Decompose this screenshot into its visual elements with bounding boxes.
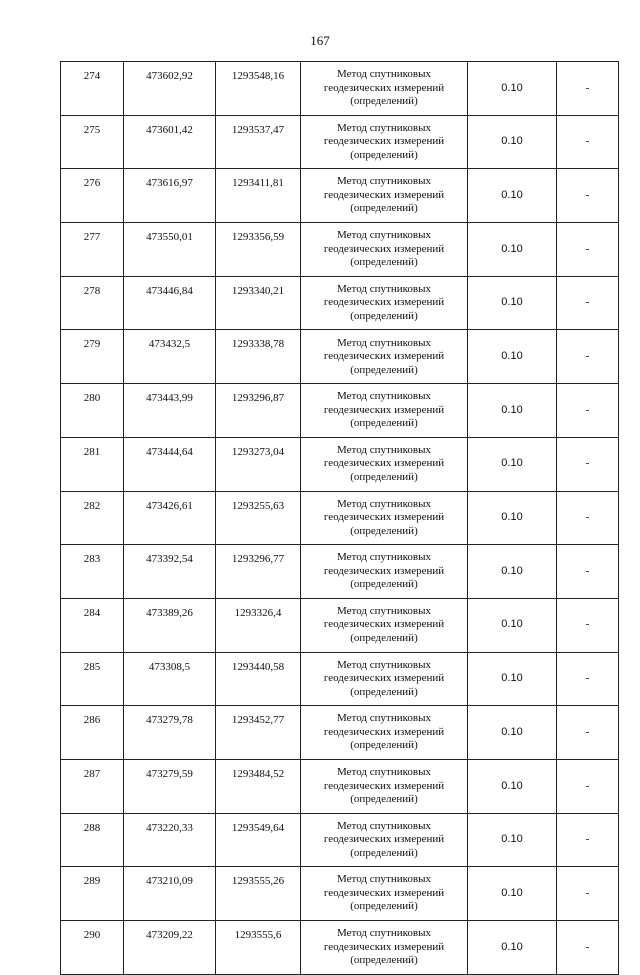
accuracy-cell: 0.10 bbox=[468, 115, 557, 169]
method-cell bbox=[301, 115, 468, 169]
method-line: геодезических измерений bbox=[323, 618, 445, 631]
method-line: Метод спутниковых bbox=[337, 390, 431, 403]
method-line: геодезических измерений bbox=[323, 188, 445, 201]
accuracy-cell: 0.10 bbox=[468, 759, 557, 813]
method-line: (определений) bbox=[350, 900, 418, 913]
method-line: геодезических измерений bbox=[323, 81, 445, 94]
accuracy-cell: 0.10 bbox=[468, 276, 557, 330]
method-line: Метод спутниковых bbox=[337, 443, 431, 456]
method-line: геодезических измерений bbox=[323, 833, 445, 846]
method-line: Метод спутниковых bbox=[337, 68, 431, 81]
method-line: (определений) bbox=[350, 309, 418, 322]
accuracy-cell: 0.10 bbox=[468, 437, 557, 491]
accuracy-cell: 0.10 bbox=[468, 545, 557, 599]
table-row bbox=[61, 706, 619, 760]
method-line: Метод спутниковых bbox=[337, 497, 431, 510]
table-row bbox=[61, 330, 619, 384]
method-line: Метод спутниковых bbox=[337, 551, 431, 564]
extra-cell: - bbox=[557, 276, 619, 330]
method-line: (определений) bbox=[350, 256, 418, 269]
extra-cell: - bbox=[557, 384, 619, 438]
extra-cell: - bbox=[557, 330, 619, 384]
method-line: геодезических измерений bbox=[323, 350, 445, 363]
extra-cell: - bbox=[557, 437, 619, 491]
method-cell bbox=[301, 652, 468, 706]
accuracy-cell: 0.10 bbox=[468, 169, 557, 223]
method-line: Метод спутниковых bbox=[337, 604, 431, 617]
point-number-cell: 286 bbox=[61, 706, 124, 760]
method-line: Метод спутниковых bbox=[337, 229, 431, 242]
table-row bbox=[61, 598, 619, 652]
accuracy-cell: 0.10 bbox=[468, 491, 557, 545]
point-number-cell: 287 bbox=[61, 759, 124, 813]
method-line: (определений) bbox=[350, 846, 418, 859]
accuracy-cell: 0.10 bbox=[468, 652, 557, 706]
method-cell bbox=[301, 921, 468, 975]
point-number-cell: 275 bbox=[61, 115, 124, 169]
method-line: (определений) bbox=[350, 954, 418, 967]
point-number-cell: 288 bbox=[61, 813, 124, 867]
accuracy-cell: 0.10 bbox=[468, 921, 557, 975]
accuracy-cell: 0.10 bbox=[468, 330, 557, 384]
method-line: геодезических измерений bbox=[323, 779, 445, 792]
method-cell bbox=[301, 491, 468, 545]
x-coordinate-cell: 473446,84 bbox=[124, 276, 216, 330]
method-line: (определений) bbox=[350, 202, 418, 215]
x-coordinate-cell: 473308,5 bbox=[124, 652, 216, 706]
extra-cell: - bbox=[557, 867, 619, 921]
method-line: геодезических измерений bbox=[323, 296, 445, 309]
table-row bbox=[61, 545, 619, 599]
method-line: Метод спутниковых bbox=[337, 927, 431, 940]
method-line: (определений) bbox=[350, 363, 418, 376]
method-line: геодезических измерений bbox=[323, 403, 445, 416]
method-line: геодезических измерений bbox=[323, 564, 445, 577]
table-row bbox=[61, 276, 619, 330]
method-cell bbox=[301, 169, 468, 223]
method-line: (определений) bbox=[350, 148, 418, 161]
point-number-cell: 285 bbox=[61, 652, 124, 706]
point-number-cell: 290 bbox=[61, 921, 124, 975]
method-line: геодезических измерений bbox=[323, 886, 445, 899]
table-row bbox=[61, 652, 619, 706]
method-cell bbox=[301, 62, 468, 116]
method-cell bbox=[301, 276, 468, 330]
method-line: Метод спутниковых bbox=[337, 873, 431, 886]
point-number-cell: 281 bbox=[61, 437, 124, 491]
point-number-cell: 289 bbox=[61, 867, 124, 921]
method-line: геодезических измерений bbox=[323, 725, 445, 738]
x-coordinate-cell: 473220,33 bbox=[124, 813, 216, 867]
y-coordinate-cell: 1293555,6 bbox=[216, 921, 301, 975]
method-cell bbox=[301, 223, 468, 277]
x-coordinate-cell: 473616,97 bbox=[124, 169, 216, 223]
method-line: Метод спутниковых bbox=[337, 336, 431, 349]
table-row bbox=[61, 813, 619, 867]
x-coordinate-cell: 473392,54 bbox=[124, 545, 216, 599]
method-cell bbox=[301, 330, 468, 384]
coordinates-table bbox=[60, 61, 619, 975]
accuracy-cell: 0.10 bbox=[468, 598, 557, 652]
y-coordinate-cell: 1293411,81 bbox=[216, 169, 301, 223]
extra-cell: - bbox=[557, 813, 619, 867]
method-line: (определений) bbox=[350, 524, 418, 537]
x-coordinate-cell: 473444,64 bbox=[124, 437, 216, 491]
extra-cell: - bbox=[557, 921, 619, 975]
method-cell bbox=[301, 759, 468, 813]
extra-cell: - bbox=[557, 652, 619, 706]
method-line: Метод спутниковых bbox=[337, 282, 431, 295]
extra-cell: - bbox=[557, 169, 619, 223]
extra-cell: - bbox=[557, 115, 619, 169]
x-coordinate-cell: 473550,01 bbox=[124, 223, 216, 277]
method-line: геодезических измерений bbox=[323, 940, 445, 953]
x-coordinate-cell: 473601,42 bbox=[124, 115, 216, 169]
point-number-cell: 277 bbox=[61, 223, 124, 277]
extra-cell: - bbox=[557, 545, 619, 599]
y-coordinate-cell: 1293296,77 bbox=[216, 545, 301, 599]
x-coordinate-cell: 473426,61 bbox=[124, 491, 216, 545]
point-number-cell: 280 bbox=[61, 384, 124, 438]
method-line: (определений) bbox=[350, 685, 418, 698]
point-number-cell: 274 bbox=[61, 62, 124, 116]
y-coordinate-cell: 1293555,26 bbox=[216, 867, 301, 921]
method-line: геодезических измерений bbox=[323, 135, 445, 148]
accuracy-cell: 0.10 bbox=[468, 62, 557, 116]
method-cell bbox=[301, 384, 468, 438]
method-line: (определений) bbox=[350, 739, 418, 752]
accuracy-cell: 0.10 bbox=[468, 223, 557, 277]
method-cell bbox=[301, 867, 468, 921]
y-coordinate-cell: 1293296,87 bbox=[216, 384, 301, 438]
x-coordinate-cell: 473279,59 bbox=[124, 759, 216, 813]
y-coordinate-cell: 1293326,4 bbox=[216, 598, 301, 652]
method-line: геодезических измерений bbox=[323, 242, 445, 255]
method-line: Метод спутниковых bbox=[337, 766, 431, 779]
method-cell bbox=[301, 437, 468, 491]
x-coordinate-cell: 473602,92 bbox=[124, 62, 216, 116]
y-coordinate-cell: 1293273,04 bbox=[216, 437, 301, 491]
method-line: Метод спутниковых bbox=[337, 658, 431, 671]
x-coordinate-cell: 473210,09 bbox=[124, 867, 216, 921]
table-row bbox=[61, 115, 619, 169]
method-line: (определений) bbox=[350, 578, 418, 591]
y-coordinate-cell: 1293549,64 bbox=[216, 813, 301, 867]
method-line: (определений) bbox=[350, 793, 418, 806]
method-line: Метод спутниковых bbox=[337, 712, 431, 725]
method-cell bbox=[301, 813, 468, 867]
x-coordinate-cell: 473432,5 bbox=[124, 330, 216, 384]
table-row bbox=[61, 921, 619, 975]
y-coordinate-cell: 1293340,21 bbox=[216, 276, 301, 330]
method-cell bbox=[301, 598, 468, 652]
extra-cell: - bbox=[557, 62, 619, 116]
y-coordinate-cell: 1293338,78 bbox=[216, 330, 301, 384]
method-line: (определений) bbox=[350, 631, 418, 644]
point-number-cell: 282 bbox=[61, 491, 124, 545]
page-number: 167 bbox=[310, 33, 330, 48]
x-coordinate-cell: 473443,99 bbox=[124, 384, 216, 438]
point-number-cell: 283 bbox=[61, 545, 124, 599]
y-coordinate-cell: 1293484,52 bbox=[216, 759, 301, 813]
extra-cell: - bbox=[557, 598, 619, 652]
table-row bbox=[61, 759, 619, 813]
table-row bbox=[61, 384, 619, 438]
point-number-cell: 278 bbox=[61, 276, 124, 330]
table-row bbox=[61, 867, 619, 921]
accuracy-cell: 0.10 bbox=[468, 813, 557, 867]
method-cell bbox=[301, 706, 468, 760]
table-row bbox=[61, 223, 619, 277]
accuracy-cell: 0.10 bbox=[468, 384, 557, 438]
extra-cell: - bbox=[557, 759, 619, 813]
y-coordinate-cell: 1293440,58 bbox=[216, 652, 301, 706]
method-line: (определений) bbox=[350, 417, 418, 430]
accuracy-cell: 0.10 bbox=[468, 706, 557, 760]
method-cell bbox=[301, 545, 468, 599]
table-row bbox=[61, 169, 619, 223]
method-line: геодезических измерений bbox=[323, 457, 445, 470]
coordinates-table-body bbox=[61, 62, 619, 975]
extra-cell: - bbox=[557, 223, 619, 277]
y-coordinate-cell: 1293548,16 bbox=[216, 62, 301, 116]
extra-cell: - bbox=[557, 706, 619, 760]
method-line: геодезических измерений bbox=[323, 511, 445, 524]
table-row bbox=[61, 491, 619, 545]
y-coordinate-cell: 1293255,63 bbox=[216, 491, 301, 545]
accuracy-cell: 0.10 bbox=[468, 867, 557, 921]
point-number-cell: 284 bbox=[61, 598, 124, 652]
extra-cell: - bbox=[557, 491, 619, 545]
point-number-cell: 276 bbox=[61, 169, 124, 223]
point-number-cell: 279 bbox=[61, 330, 124, 384]
method-line: (определений) bbox=[350, 470, 418, 483]
method-line: геодезических измерений bbox=[323, 672, 445, 685]
x-coordinate-cell: 473279,78 bbox=[124, 706, 216, 760]
method-line: Метод спутниковых bbox=[337, 175, 431, 188]
table-row bbox=[61, 437, 619, 491]
x-coordinate-cell: 473389,26 bbox=[124, 598, 216, 652]
table-row bbox=[61, 62, 619, 116]
x-coordinate-cell: 473209,22 bbox=[124, 921, 216, 975]
method-line: Метод спутниковых bbox=[337, 121, 431, 134]
y-coordinate-cell: 1293356,59 bbox=[216, 223, 301, 277]
method-line: (определений) bbox=[350, 95, 418, 108]
y-coordinate-cell: 1293452,77 bbox=[216, 706, 301, 760]
method-line: Метод спутниковых bbox=[337, 819, 431, 832]
y-coordinate-cell: 1293537,47 bbox=[216, 115, 301, 169]
